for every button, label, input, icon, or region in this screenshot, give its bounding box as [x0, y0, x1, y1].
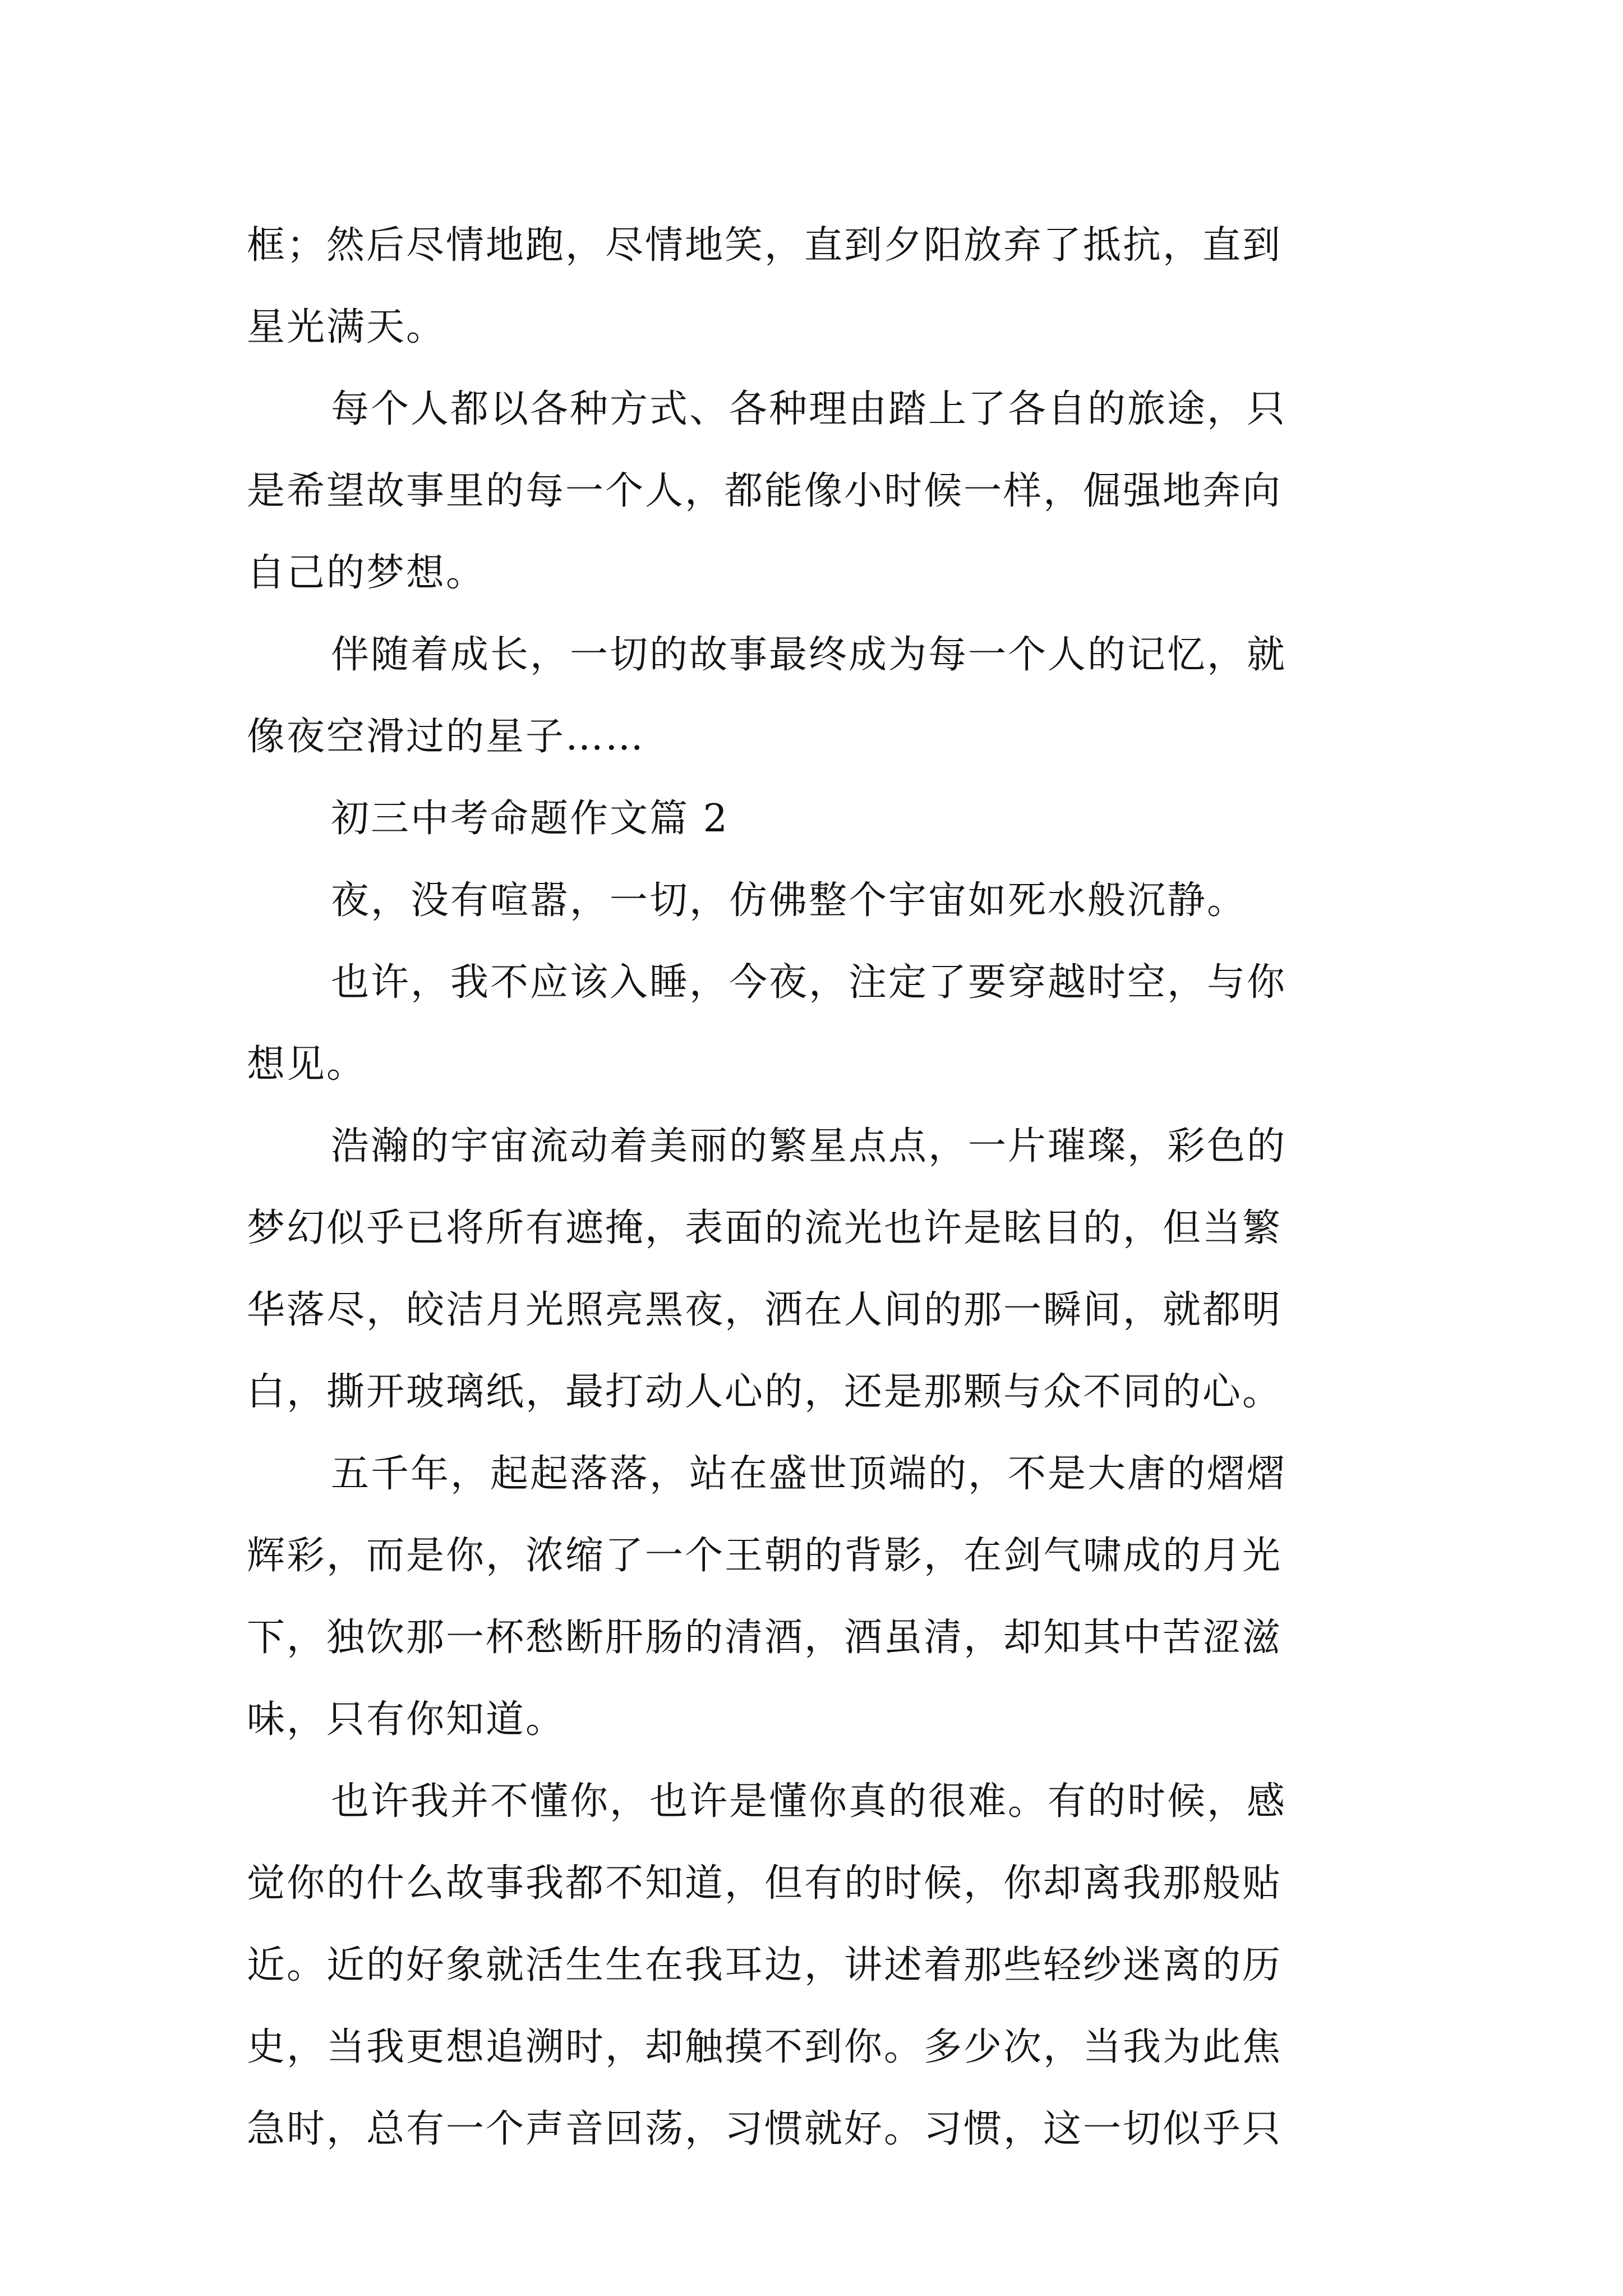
text-line: 伴随着成长，一切的故事最终成为每一个人的记忆，就: [331, 633, 1287, 677]
text-line: 浩瀚的宇宙流动着美丽的繁星点点，一片璀璨，彩色的: [331, 1124, 1287, 1168]
text-line: 白，撕开玻璃纸，最打动人心的，还是那颗与众不同的心。: [247, 1370, 1283, 1414]
text-line: 史，当我更想追溯时，却触摸不到你。多少次，当我为此焦: [247, 2025, 1283, 2069]
paragraph: [247, 614, 1380, 778]
text-line: 框；然后尽情地跑，尽情地笑，直到夕阳放弃了抵抗，直到: [247, 223, 1283, 268]
text-line: 自己的梦想。: [247, 551, 486, 595]
text-line: 夜，没有喧嚣，一切，仿佛整个宇宙如死水般沉静。: [331, 878, 1247, 923]
heading-text: 初三中考命题作文篇 2: [331, 797, 729, 841]
paragraph: [247, 1761, 1380, 2170]
text-line: 也许，我不应该入睡，今夜，注定了要穿越时空，与你: [331, 960, 1287, 1005]
text-line: 像夜空滑过的星子……: [247, 715, 645, 759]
text-line: 星光满天。: [247, 305, 446, 349]
text-line: 辉彩，而是你，浓缩了一个王朝的背影，在剑气啸成的月光: [247, 1534, 1283, 1578]
text-line: 味，只有你知道。: [247, 1697, 566, 1742]
text-line: 每个人都以各种方式、各种理由踏上了各自的旅途，只: [331, 387, 1287, 431]
text-line: 五千年，起起落落，站在盛世顶端的，不是大唐的熠熠: [331, 1452, 1287, 1496]
paragraph: [247, 942, 1380, 1106]
text-line: 觉你的什么故事我都不知道，但有的时候，你却离我那般贴: [247, 1861, 1283, 1906]
section-heading: [247, 778, 1380, 860]
paragraph: [247, 860, 1380, 942]
text-line: 急时，总有一个声音回荡，习惯就好。习惯，这一切似乎只: [247, 2107, 1283, 2151]
text-line: 是希望故事里的每一个人，都能像小时候一样，倔强地奔向: [247, 469, 1283, 513]
paragraph: [247, 1106, 1380, 1433]
paragraph: [247, 205, 1380, 369]
text-line: 近。近的好象就活生生在我耳边，讲述着那些轻纱迷离的历: [247, 1943, 1283, 1987]
text-line: 华落尽，皎洁月光照亮黑夜，洒在人间的那一瞬间，就都明: [247, 1288, 1283, 1332]
text-line: 想见。: [247, 1042, 367, 1087]
text-line: 梦幻似乎已将所有遮掩，表面的流光也许是眩目的，但当繁: [247, 1206, 1283, 1250]
text-line: 下，独饮那一杯愁断肝肠的清酒，酒虽清，却知其中苦涩滋: [247, 1616, 1283, 1660]
paragraph: [247, 1433, 1380, 1761]
document-body: [247, 205, 1380, 2170]
text-line: 也许我并不懂你，也许是懂你真的很难。有的时候，感: [331, 1779, 1287, 1824]
paragraph: [247, 369, 1380, 614]
